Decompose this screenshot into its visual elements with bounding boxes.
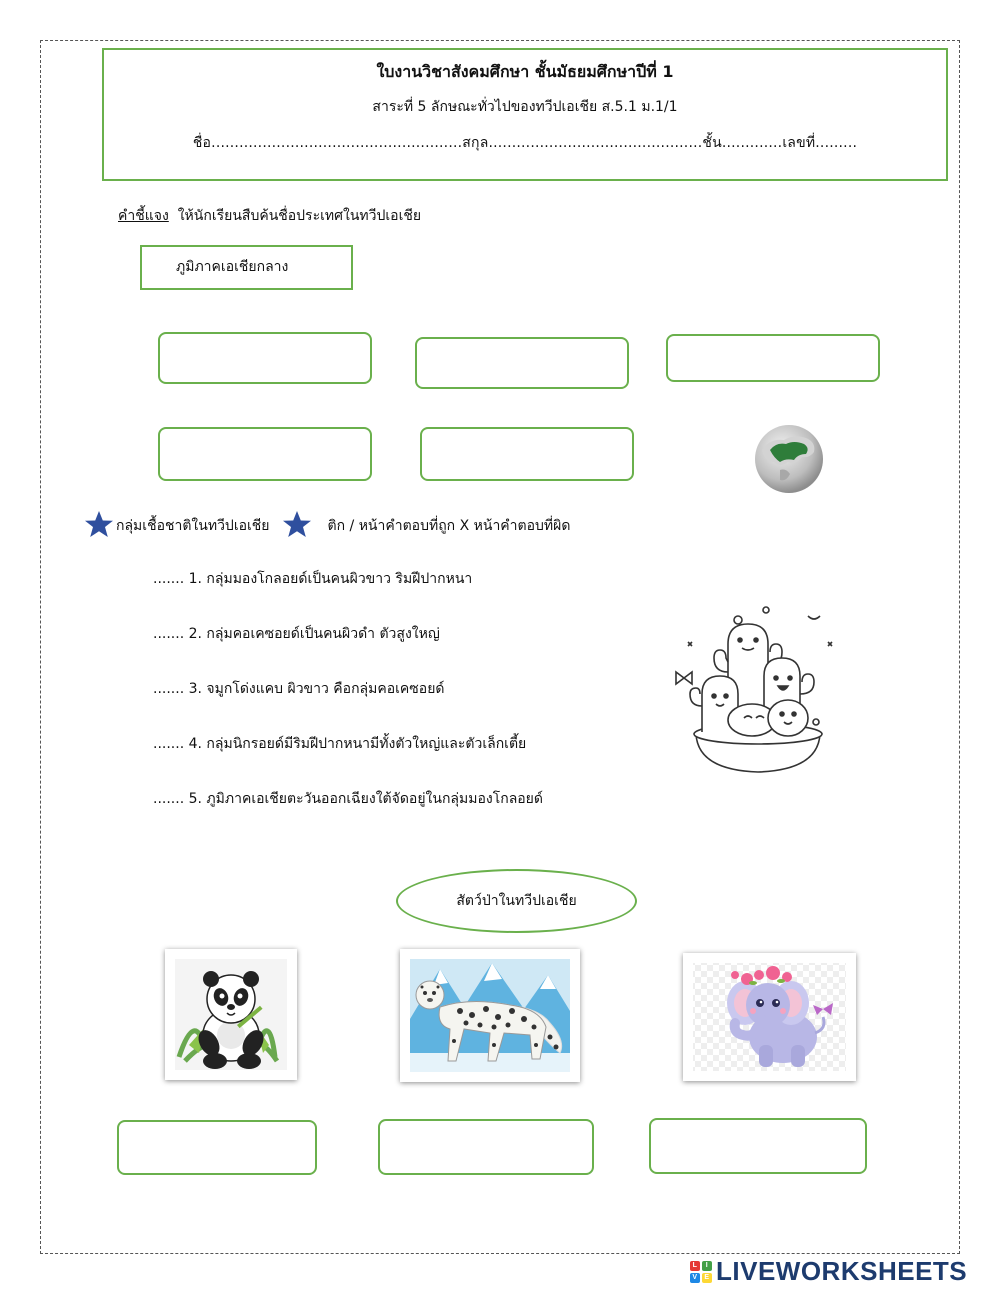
question-5[interactable]: ....... 5. ภูมิภาคเอเชียตะวันออกเฉียงใต้จัดอยู่ในกลุ่มมองโกลอยด์ [153, 791, 543, 807]
liveworksheets-logo[interactable] [690, 1256, 967, 1287]
globe-icon [750, 424, 828, 494]
star-icon [84, 510, 114, 542]
instruction-label: คำชี้แจง [118, 208, 169, 224]
worksheet-title: ใบงานวิชาสังคมศึกษา ชั้นมัธยมศึกษาปีที่ 1 [376, 62, 674, 81]
instruction [118, 205, 421, 227]
panda-image [165, 949, 297, 1080]
country-answer-box-2[interactable] [415, 337, 629, 389]
cactus-illustration [668, 602, 846, 778]
instruction-text: ให้นักเรียนสืบค้นชื่อประเทศในทวีปเอเชีย [177, 208, 422, 224]
section-ethnic-groups-instruction: ติก / หน้าคำตอบที่ถูก X หน้าคำตอบที่ผิด [327, 518, 571, 534]
question-4[interactable]: ....... 4. กลุ่มนิกรอยด์มีริมฝีปากหนามีทั้งตัวใหญ่และตัวเล็กเตี้ย [153, 736, 527, 752]
region-label-box: ภูมิภาคเอเชียกลาง [140, 245, 353, 290]
country-answer-box-5[interactable] [420, 427, 634, 481]
worksheet-subtitle: สาระที่ 5 ลักษณะทั่วไปของทวีปเอเชีย ส.5.1 ม.1/1 [372, 99, 678, 115]
elephant-image [683, 953, 856, 1081]
section-wildlife-title: สัตว์ป่าในทวีปเอเชีย [396, 869, 637, 933]
section-ethnic-groups-title: กลุ่มเชื้อชาติในทวีปเอเชีย [116, 518, 270, 534]
country-answer-box-4[interactable] [158, 427, 372, 481]
snow-leopard-image [400, 949, 580, 1082]
section-ethnic-groups-heading [84, 510, 570, 542]
liveworksheets-logo-icon: L I V E [690, 1261, 712, 1283]
star-icon [282, 510, 312, 542]
country-answer-box-3[interactable] [666, 334, 880, 382]
student-info-fields: ชื่อ......................................................สกุล..............................................ชั้น.............เลขที่......... [192, 135, 858, 151]
question-2[interactable]: ....... 2. กลุ่มคอเคซอยด์เป็นคนผิวดำ ตัวสูงใหญ่ [153, 626, 440, 642]
question-1[interactable]: ....... 1. กลุ่มมองโกลอยด์เป็นคนผิวขาว ริมฝีปากหนา [153, 571, 473, 587]
liveworksheets-brand: LIVEWORKSHEETS [716, 1256, 968, 1286]
animal-answer-box-2[interactable] [378, 1119, 594, 1175]
country-answer-box-1[interactable] [158, 332, 372, 384]
animal-answer-box-1[interactable] [117, 1120, 317, 1175]
animal-answer-box-3[interactable] [649, 1118, 867, 1174]
question-3[interactable]: ....... 3. จมูกโด่งแคบ ผิวขาว คือกลุ่มคอเคซอยด์ [153, 681, 445, 697]
